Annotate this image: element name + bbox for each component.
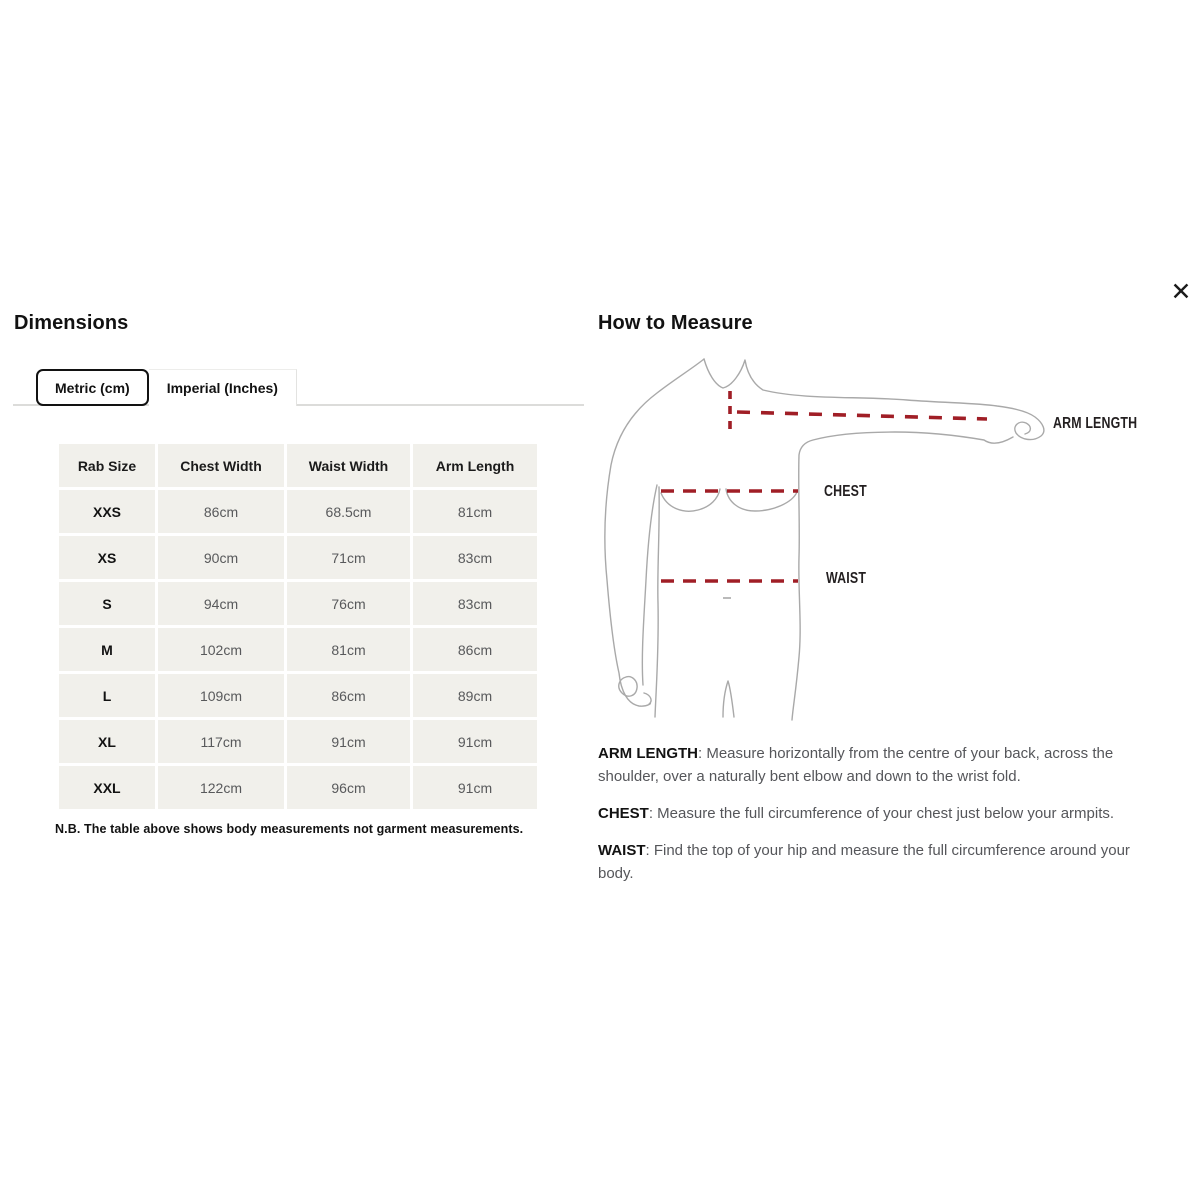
measurement-cell: 91cm	[287, 720, 410, 763]
size-cell: L	[59, 674, 155, 717]
table-row	[59, 582, 537, 625]
table-row	[59, 766, 537, 809]
measurement-cell: 83cm	[413, 536, 537, 579]
arm-length-guide	[737, 412, 987, 419]
chest-desc: : Measure the full circumference of your chest just below your armpits.	[648, 805, 1115, 822]
size-cell: XXS	[59, 490, 155, 533]
arm-length-instruction	[598, 742, 1168, 788]
measurement-cell: 122cm	[158, 766, 284, 809]
table-header-row	[59, 444, 537, 487]
measurement-cell: 91cm	[413, 720, 537, 763]
size-table-body	[59, 444, 537, 809]
measurement-cell: 86cm	[287, 674, 410, 717]
measurement-cell: 94cm	[158, 582, 284, 625]
left-inner-arm-outline	[642, 485, 657, 685]
waist-instruction	[598, 839, 1168, 885]
measurement-cell: 83cm	[413, 582, 537, 625]
chest-label: CHEST	[824, 483, 867, 500]
legs-notch	[723, 681, 734, 717]
size-table	[56, 441, 540, 812]
measurement-instructions	[598, 742, 1168, 899]
torso-left-outline	[655, 487, 659, 717]
column-header: Rab Size	[59, 444, 155, 487]
waist-label: WAIST	[826, 570, 867, 587]
chest-instruction	[598, 802, 1168, 825]
left-arm-outline	[605, 359, 704, 706]
measurement-cell: 96cm	[287, 766, 410, 809]
measurement-cell: 68.5cm	[287, 490, 410, 533]
measurement-cell: 91cm	[413, 766, 537, 809]
size-cell: XXL	[59, 766, 155, 809]
table-row	[59, 628, 537, 671]
close-icon[interactable]: ✕	[1163, 274, 1199, 310]
waist-desc: : Find the top of your hip and measure the full circumference around your body.	[598, 842, 1130, 882]
tab-imperial[interactable]: Imperial (Inches)	[149, 369, 297, 406]
table-row	[59, 720, 537, 763]
torso-right-arm-outline	[704, 359, 1044, 720]
measurement-cell: 81cm	[413, 490, 537, 533]
body-measurements-note: N.B. The table above shows body measurements not garment measurements.	[55, 822, 524, 836]
measurement-cell: 71cm	[287, 536, 410, 579]
table-row	[59, 490, 537, 533]
size-cell: M	[59, 628, 155, 671]
table-row	[59, 536, 537, 579]
table-row	[59, 674, 537, 717]
column-header: Arm Length	[413, 444, 537, 487]
measurement-cell: 81cm	[287, 628, 410, 671]
measurement-cell: 86cm	[158, 490, 284, 533]
column-header: Chest Width	[158, 444, 284, 487]
arm-length-label: ARM LENGTH	[1053, 415, 1138, 432]
waist-term: WAIST	[598, 842, 646, 859]
measurement-cell: 89cm	[413, 674, 537, 717]
how-to-measure-title: How to Measure	[598, 312, 753, 334]
measurement-cell: 86cm	[413, 628, 537, 671]
measurement-cell: 76cm	[287, 582, 410, 625]
tab-metric[interactable]: Metric (cm)	[36, 369, 149, 406]
measurement-cell: 109cm	[158, 674, 284, 717]
measurement-cell: 117cm	[158, 720, 284, 763]
dimensions-title: Dimensions	[14, 312, 129, 334]
measurement-cell: 102cm	[158, 628, 284, 671]
size-cell: S	[59, 582, 155, 625]
column-header: Waist Width	[287, 444, 410, 487]
measurement-cell: 90cm	[158, 536, 284, 579]
unit-tabs	[36, 369, 297, 406]
size-cell: XS	[59, 536, 155, 579]
chest-term: CHEST	[598, 805, 649, 822]
size-cell: XL	[59, 720, 155, 763]
arm-length-desc: : Measure horizontally from the centre of your back, across the shoulder, over a naturally bent elbow and down to the wrist fold.	[598, 745, 1114, 785]
arm-length-term: ARM LENGTH	[598, 745, 698, 762]
